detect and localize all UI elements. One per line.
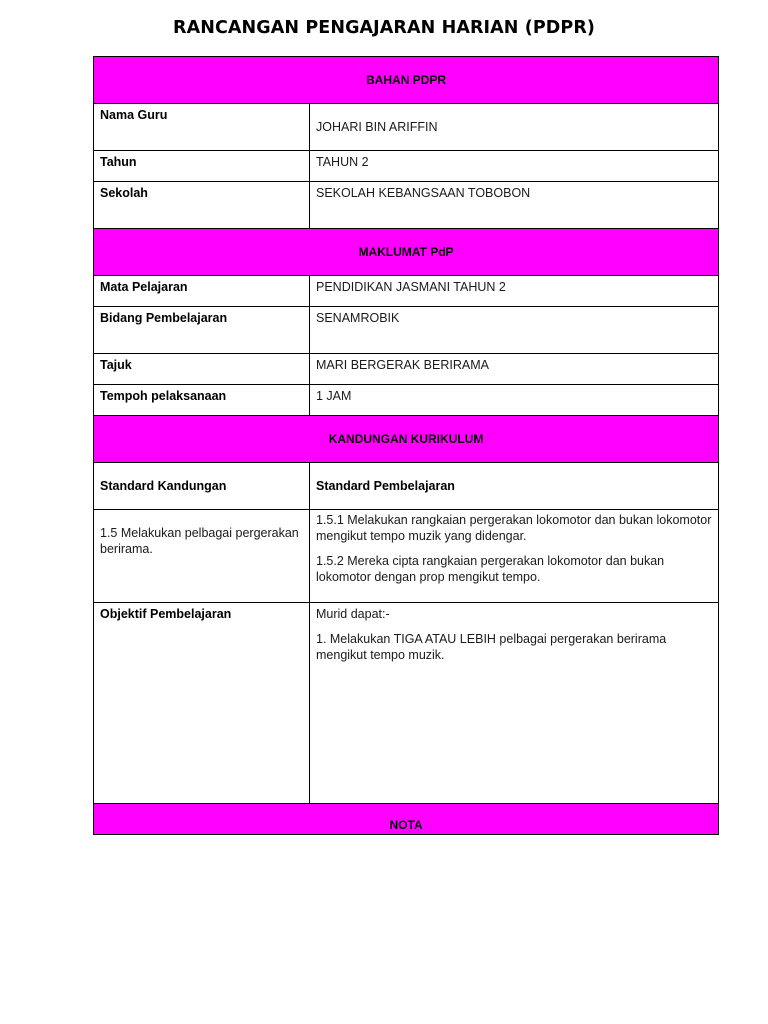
bidang-label: Bidang Pembelajaran [94,307,310,354]
table-row [94,385,719,416]
section-bahan-row [94,57,719,104]
nama-guru-value: JOHARI BIN ARIFFIN [310,104,719,151]
mata-pelajaran-label: Mata Pelajaran [94,276,310,307]
tahun-label: Tahun [94,151,310,182]
objektif-intro: Murid dapat:- [316,607,390,621]
standard-kandungan-header: Standard Kandungan [94,463,310,510]
section-bahan-heading: BAHAN PDPR [94,57,719,104]
standard-pembelajaran-cell [310,510,719,603]
nama-guru-label: Nama Guru [94,104,310,151]
tahun-value: TAHUN 2 [310,151,719,182]
section-maklumat-heading: MAKLUMAT PdP [94,229,719,276]
table-row [94,603,719,804]
bidang-value: SENAMROBIK [310,307,719,354]
table-row [94,151,719,182]
table-row [94,354,719,385]
objektif-label: Objektif Pembelajaran [94,603,310,804]
table-row [94,104,719,151]
table-row [94,276,719,307]
sekolah-value: SEKOLAH KEBANGSAAN TOBOBON [310,182,719,229]
tajuk-value: MARI BERGERAK BERIRAMA [310,354,719,385]
section-kandungan-heading: KANDUNGAN KURIKULUM [94,416,719,463]
mata-pelajaran-value: PENDIDIKAN JASMANI TAHUN 2 [310,276,719,307]
section-nota-heading: NOTA [94,804,719,835]
table-row [94,307,719,354]
lesson-plan-table [93,56,719,835]
table-row [94,510,719,603]
section-maklumat-row [94,229,719,276]
tajuk-label: Tajuk [94,354,310,385]
table-row [94,182,719,229]
standard-kandungan-value: 1.5 Melakukan pelbagai pergerakan berirama. [94,510,310,603]
tempoh-label: Tempoh pelaksanaan [94,385,310,416]
table-row [94,463,719,510]
section-kandungan-row [94,416,719,463]
standard-pembelajaran-header: Standard Pembelajaran [310,463,719,510]
objektif-cell [310,603,719,804]
page-title: RANCANGAN PENGAJARAN HARIAN (PDPR) [173,18,595,38]
tempoh-value: 1 JAM [310,385,719,416]
section-nota-row [94,804,719,835]
standard-pembelajaran-1: 1.5.1 Melakukan rangkaian pergerakan lokomotor dan bukan lokomotor mengikut tempo muzik yang didengar. [316,513,712,543]
objektif-item-1: 1. Melakukan TIGA ATAU LEBIH pelbagai pergerakan berirama mengikut tempo muzik. [316,632,667,662]
standard-pembelajaran-2: 1.5.2 Mereka cipta rangkaian pergerakan lokomotor dan bukan lokomotor dengan prop mengikut tempo. [316,554,665,584]
sekolah-label: Sekolah [94,182,310,229]
